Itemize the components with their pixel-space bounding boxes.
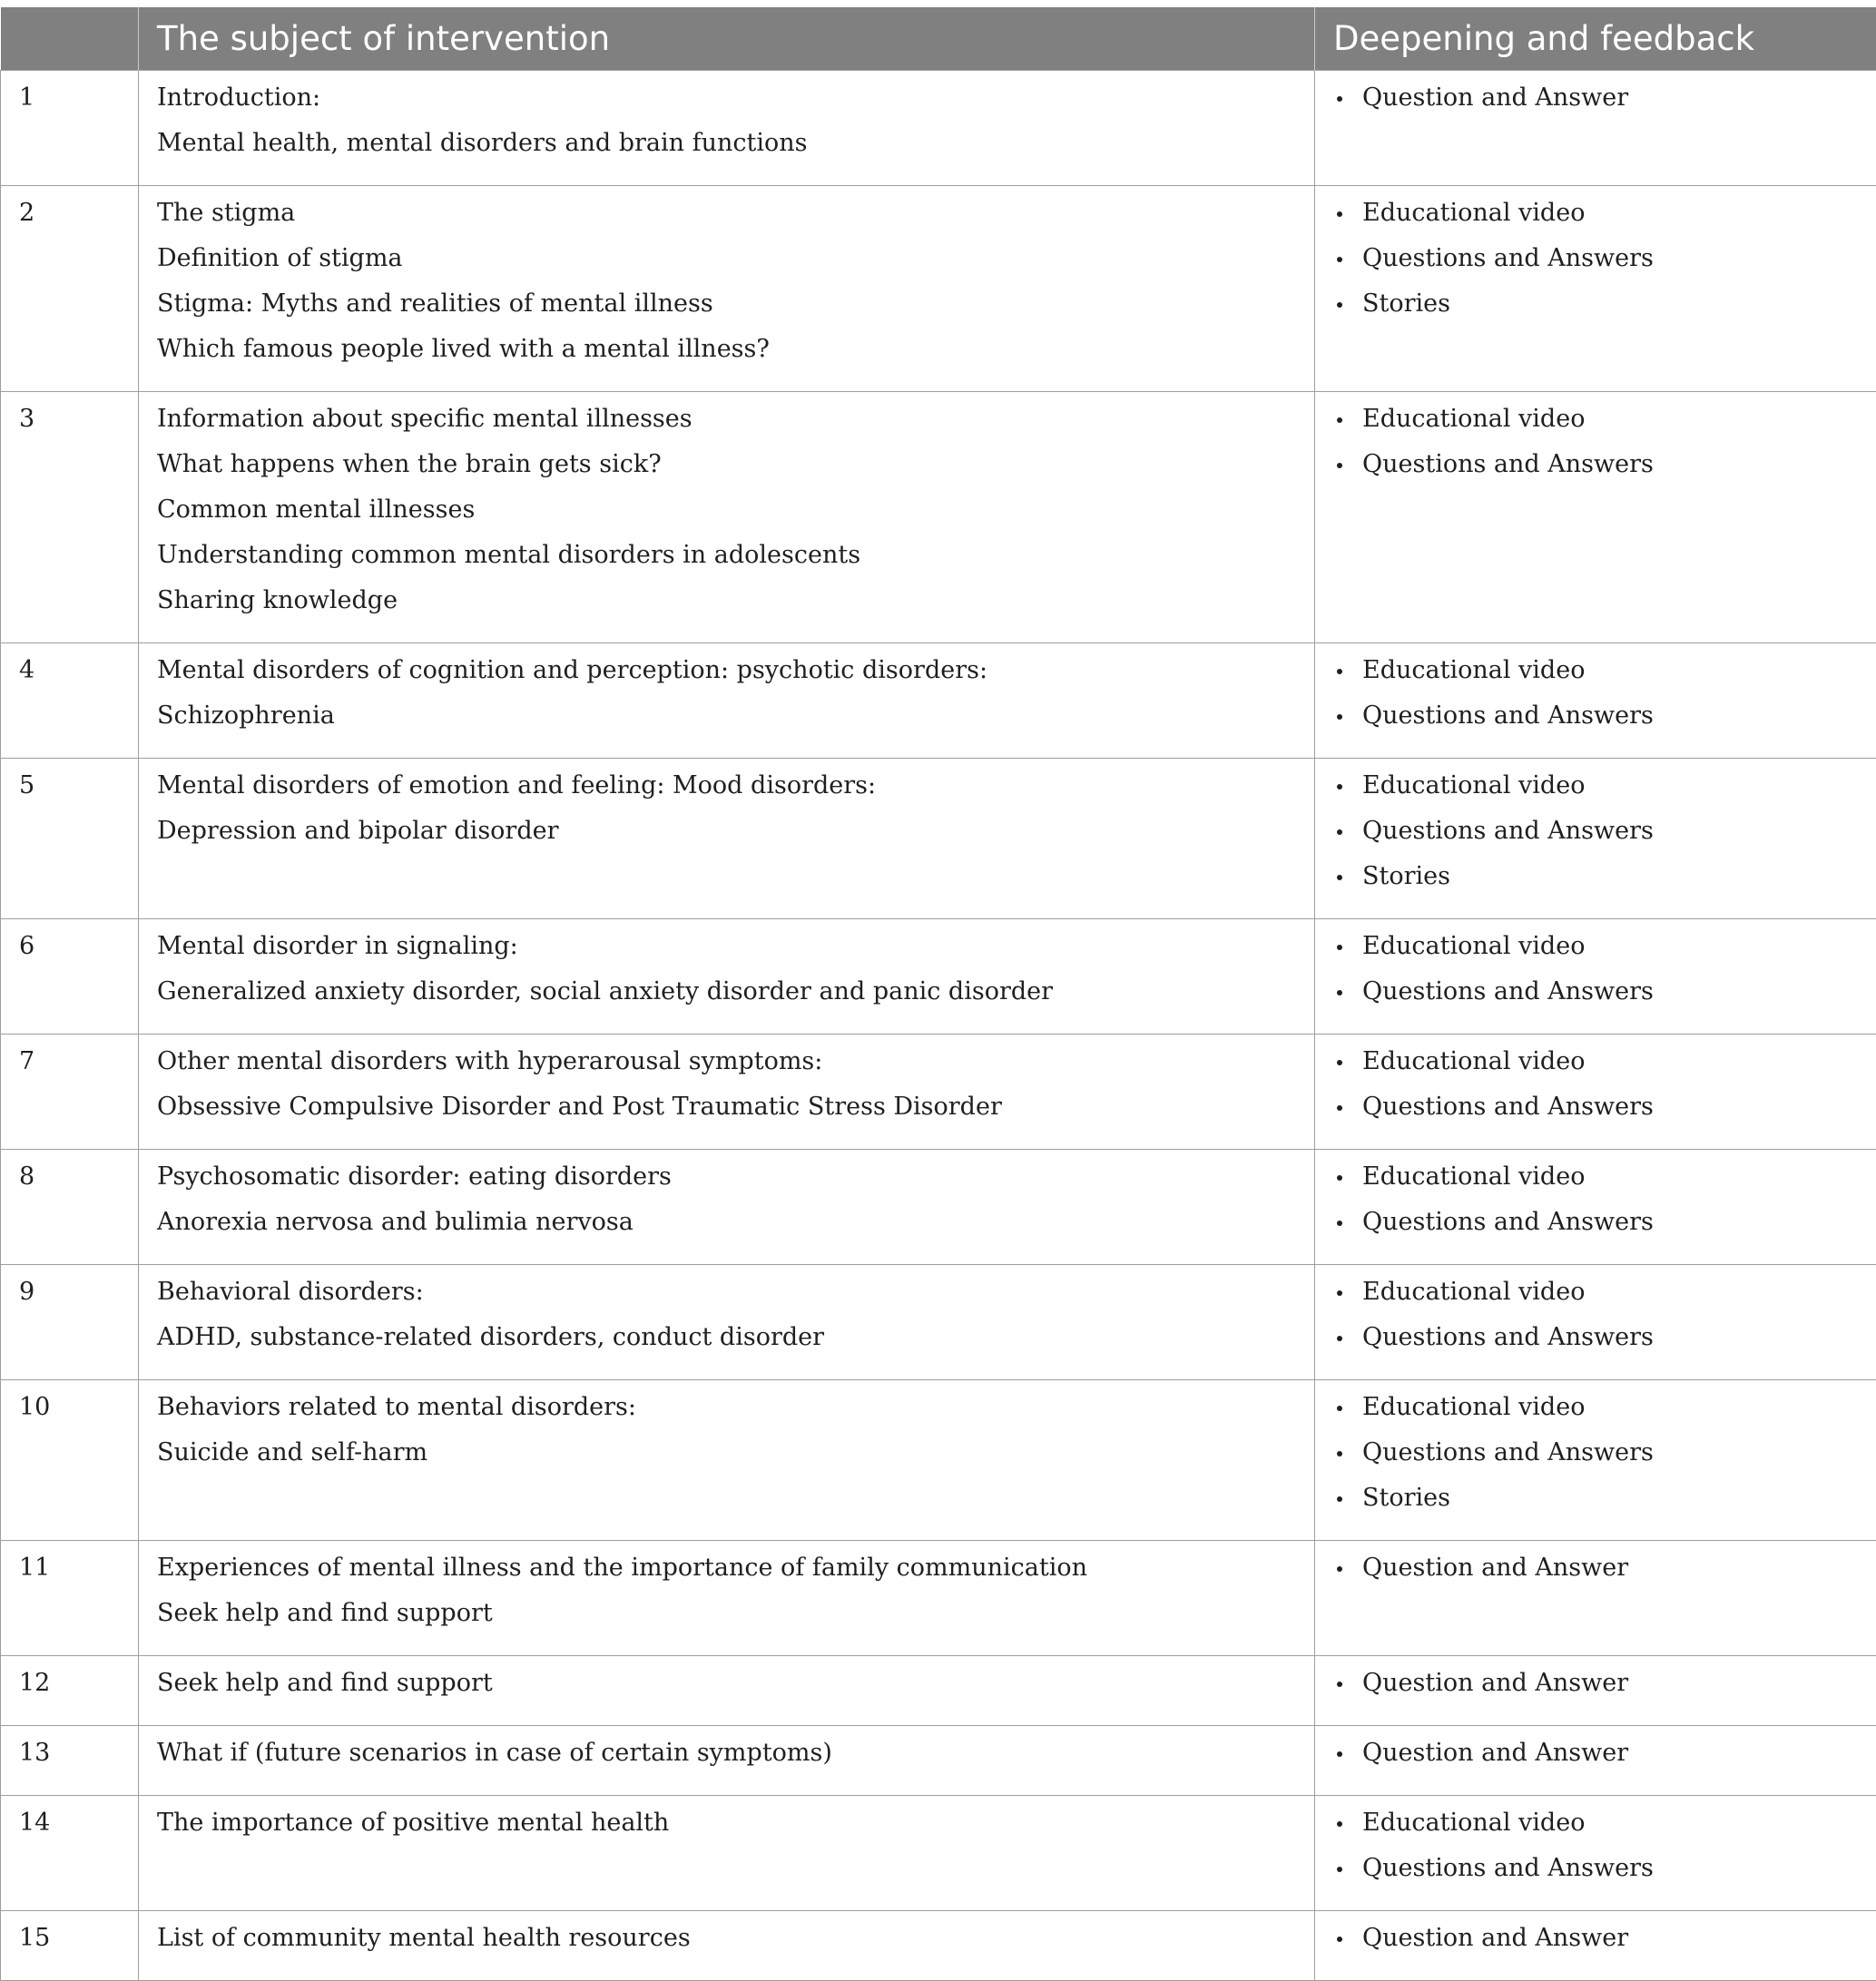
row-number: 12 bbox=[19, 1667, 138, 1700]
feedback-item: Question and Answer bbox=[1333, 1667, 1876, 1712]
feedback-cell bbox=[1315, 919, 1876, 1035]
row-number-cell bbox=[1, 919, 139, 1035]
feedback-cell bbox=[1315, 643, 1876, 759]
subject-line: Seek help and find support bbox=[157, 1667, 1314, 1712]
subject-cell bbox=[139, 1541, 1315, 1656]
subject-line: ADHD, substance-related disorders, conduct disorder bbox=[157, 1321, 1314, 1367]
feedback-item: Questions and Answers bbox=[1333, 700, 1876, 745]
row-number: 15 bbox=[19, 1922, 138, 1955]
subject-cell bbox=[139, 1656, 1315, 1726]
subject-line: Schizophrenia bbox=[157, 700, 1314, 745]
feedback-list bbox=[1333, 1807, 1876, 1898]
feedback-item: Educational video bbox=[1333, 930, 1876, 976]
subject-line: What if (future scenarios in case of certain symptoms) bbox=[157, 1737, 1314, 1782]
subject-line: Definition of stigma bbox=[157, 242, 1314, 288]
header-row bbox=[1, 7, 1876, 71]
feedback-list bbox=[1333, 1045, 1876, 1136]
feedback-list bbox=[1333, 403, 1876, 494]
feedback-cell bbox=[1315, 1265, 1876, 1380]
feedback-list bbox=[1333, 1552, 1876, 1597]
feedback-list bbox=[1333, 770, 1876, 906]
subject-line: Sharing knowledge bbox=[157, 584, 1314, 630]
subject-cell bbox=[139, 1150, 1315, 1265]
feedback-item: Question and Answer bbox=[1333, 82, 1876, 127]
row-number-cell bbox=[1, 186, 139, 392]
subject-line: Mental disorders of emotion and feeling: Mood disorders: bbox=[157, 770, 1314, 815]
feedback-item: Questions and Answers bbox=[1333, 815, 1876, 860]
feedback-item: Educational video bbox=[1333, 770, 1876, 815]
table-row bbox=[1, 1726, 1876, 1796]
feedback-list bbox=[1333, 1737, 1876, 1782]
table-row bbox=[1, 1035, 1876, 1150]
feedback-item: Educational video bbox=[1333, 403, 1876, 448]
subject-line: Psychosomatic disorder: eating disorders bbox=[157, 1161, 1314, 1206]
subject-line: Experiences of mental illness and the importance of family communication bbox=[157, 1552, 1314, 1597]
feedback-item: Stories bbox=[1333, 288, 1876, 333]
row-number: 5 bbox=[19, 770, 138, 802]
subject-line: Behaviors related to mental disorders: bbox=[157, 1391, 1314, 1437]
table-row bbox=[1, 1911, 1876, 1981]
feedback-item: Questions and Answers bbox=[1333, 242, 1876, 288]
subject-line: Which famous people lived with a mental illness? bbox=[157, 333, 1314, 378]
subject-line: The importance of positive mental health bbox=[157, 1807, 1314, 1852]
row-number: 8 bbox=[19, 1161, 138, 1193]
row-number-cell bbox=[1, 71, 139, 186]
row-number-cell bbox=[1, 1035, 139, 1150]
feedback-cell bbox=[1315, 759, 1876, 919]
feedback-list bbox=[1333, 1667, 1876, 1712]
row-number-cell bbox=[1, 1796, 139, 1911]
row-number: 9 bbox=[19, 1276, 138, 1309]
subject-cell bbox=[139, 1265, 1315, 1380]
table-row bbox=[1, 1541, 1876, 1656]
row-number: 11 bbox=[19, 1552, 138, 1584]
feedback-cell bbox=[1315, 1380, 1876, 1541]
feedback-list bbox=[1333, 1161, 1876, 1251]
subject-line: Mental disorders of cognition and perception: psychotic disorders: bbox=[157, 654, 1314, 700]
subject-line: Understanding common mental disorders in adolescents bbox=[157, 539, 1314, 584]
subject-line: Seek help and find support bbox=[157, 1597, 1314, 1643]
header-number bbox=[1, 7, 139, 71]
feedback-cell bbox=[1315, 71, 1876, 186]
feedback-item: Educational video bbox=[1333, 1807, 1876, 1852]
row-number-cell bbox=[1, 759, 139, 919]
table-row bbox=[1, 1150, 1876, 1265]
row-number: 10 bbox=[19, 1391, 138, 1424]
row-number-cell bbox=[1, 392, 139, 643]
subject-line: Behavioral disorders: bbox=[157, 1276, 1314, 1321]
row-number: 14 bbox=[19, 1807, 138, 1839]
subject-cell bbox=[139, 1796, 1315, 1911]
subject-line: Mental health, mental disorders and brain functions bbox=[157, 127, 1314, 172]
subject-cell bbox=[139, 1380, 1315, 1541]
row-number: 3 bbox=[19, 403, 138, 436]
subject-cell bbox=[139, 186, 1315, 392]
row-number-cell bbox=[1, 1726, 139, 1796]
table-row bbox=[1, 392, 1876, 643]
table-body bbox=[1, 71, 1876, 1981]
subject-cell bbox=[139, 643, 1315, 759]
feedback-item: Question and Answer bbox=[1333, 1737, 1876, 1782]
intervention-table bbox=[0, 7, 1876, 1981]
row-number-cell bbox=[1, 1656, 139, 1726]
subject-cell bbox=[139, 1726, 1315, 1796]
feedback-item: Question and Answer bbox=[1333, 1922, 1876, 1967]
row-number-cell bbox=[1, 1265, 139, 1380]
intervention-table-container bbox=[0, 7, 1876, 1981]
table-row bbox=[1, 186, 1876, 392]
feedback-item: Question and Answer bbox=[1333, 1552, 1876, 1597]
table-row bbox=[1, 1796, 1876, 1911]
feedback-item: Questions and Answers bbox=[1333, 1437, 1876, 1482]
feedback-list bbox=[1333, 1276, 1876, 1367]
row-number-cell bbox=[1, 1150, 139, 1265]
feedback-cell bbox=[1315, 1796, 1876, 1911]
subject-line: Mental disorder in signaling: bbox=[157, 930, 1314, 976]
feedback-item: Stories bbox=[1333, 1482, 1876, 1527]
row-number-cell bbox=[1, 1911, 139, 1981]
subject-line: Suicide and self-harm bbox=[157, 1437, 1314, 1482]
feedback-cell bbox=[1315, 1150, 1876, 1265]
feedback-item: Educational video bbox=[1333, 1045, 1876, 1091]
feedback-list bbox=[1333, 930, 1876, 1021]
feedback-item: Questions and Answers bbox=[1333, 976, 1876, 1021]
feedback-item: Questions and Answers bbox=[1333, 1321, 1876, 1367]
feedback-cell bbox=[1315, 186, 1876, 392]
feedback-list bbox=[1333, 82, 1876, 127]
feedback-cell bbox=[1315, 1035, 1876, 1150]
table-row bbox=[1, 1380, 1876, 1541]
table-row bbox=[1, 919, 1876, 1035]
feedback-cell bbox=[1315, 392, 1876, 643]
subject-line: Anorexia nervosa and bulimia nervosa bbox=[157, 1206, 1314, 1251]
header-feedback: Deepening and feedback bbox=[1315, 7, 1876, 71]
feedback-cell bbox=[1315, 1541, 1876, 1656]
table-row bbox=[1, 1656, 1876, 1726]
subject-cell bbox=[139, 1911, 1315, 1981]
subject-line: The stigma bbox=[157, 197, 1314, 242]
feedback-item: Questions and Answers bbox=[1333, 1852, 1876, 1898]
subject-line: Introduction: bbox=[157, 82, 1314, 127]
feedback-list bbox=[1333, 654, 1876, 745]
subject-line: Common mental illnesses bbox=[157, 494, 1314, 539]
table-row bbox=[1, 759, 1876, 919]
header-subject: The subject of intervention bbox=[139, 7, 1315, 71]
row-number: 1 bbox=[19, 82, 138, 114]
feedback-item: Educational video bbox=[1333, 1161, 1876, 1206]
subject-cell bbox=[139, 71, 1315, 186]
subject-cell bbox=[139, 759, 1315, 919]
subject-line: Information about specific mental illnesses bbox=[157, 403, 1314, 448]
table-header bbox=[1, 7, 1876, 71]
feedback-list bbox=[1333, 197, 1876, 333]
table-row bbox=[1, 643, 1876, 759]
row-number: 2 bbox=[19, 197, 138, 230]
row-number: 4 bbox=[19, 654, 138, 687]
row-number: 13 bbox=[19, 1737, 138, 1770]
feedback-item: Educational video bbox=[1333, 654, 1876, 700]
feedback-cell bbox=[1315, 1911, 1876, 1981]
row-number-cell bbox=[1, 1380, 139, 1541]
subject-line: What happens when the brain gets sick? bbox=[157, 448, 1314, 494]
subject-line: Obsessive Compulsive Disorder and Post Traumatic Stress Disorder bbox=[157, 1091, 1314, 1136]
table-row bbox=[1, 71, 1876, 186]
subject-line: Stigma: Myths and realities of mental illness bbox=[157, 288, 1314, 333]
feedback-cell bbox=[1315, 1726, 1876, 1796]
feedback-item: Educational video bbox=[1333, 1391, 1876, 1437]
subject-cell bbox=[139, 1035, 1315, 1150]
row-number: 7 bbox=[19, 1045, 138, 1078]
feedback-item: Questions and Answers bbox=[1333, 448, 1876, 494]
row-number-cell bbox=[1, 643, 139, 759]
row-number: 6 bbox=[19, 930, 138, 963]
subject-line: Generalized anxiety disorder, social anxiety disorder and panic disorder bbox=[157, 976, 1314, 1021]
subject-cell bbox=[139, 919, 1315, 1035]
subject-cell bbox=[139, 392, 1315, 643]
feedback-list bbox=[1333, 1391, 1876, 1527]
table-row bbox=[1, 1265, 1876, 1380]
subject-line: List of community mental health resources bbox=[157, 1922, 1314, 1967]
feedback-list bbox=[1333, 1922, 1876, 1967]
feedback-item: Stories bbox=[1333, 860, 1876, 906]
feedback-item: Questions and Answers bbox=[1333, 1091, 1876, 1136]
subject-line: Other mental disorders with hyperarousal symptoms: bbox=[157, 1045, 1314, 1091]
feedback-cell bbox=[1315, 1656, 1876, 1726]
row-number-cell bbox=[1, 1541, 139, 1656]
feedback-item: Educational video bbox=[1333, 197, 1876, 242]
feedback-item: Educational video bbox=[1333, 1276, 1876, 1321]
subject-line: Depression and bipolar disorder bbox=[157, 815, 1314, 860]
feedback-item: Questions and Answers bbox=[1333, 1206, 1876, 1251]
